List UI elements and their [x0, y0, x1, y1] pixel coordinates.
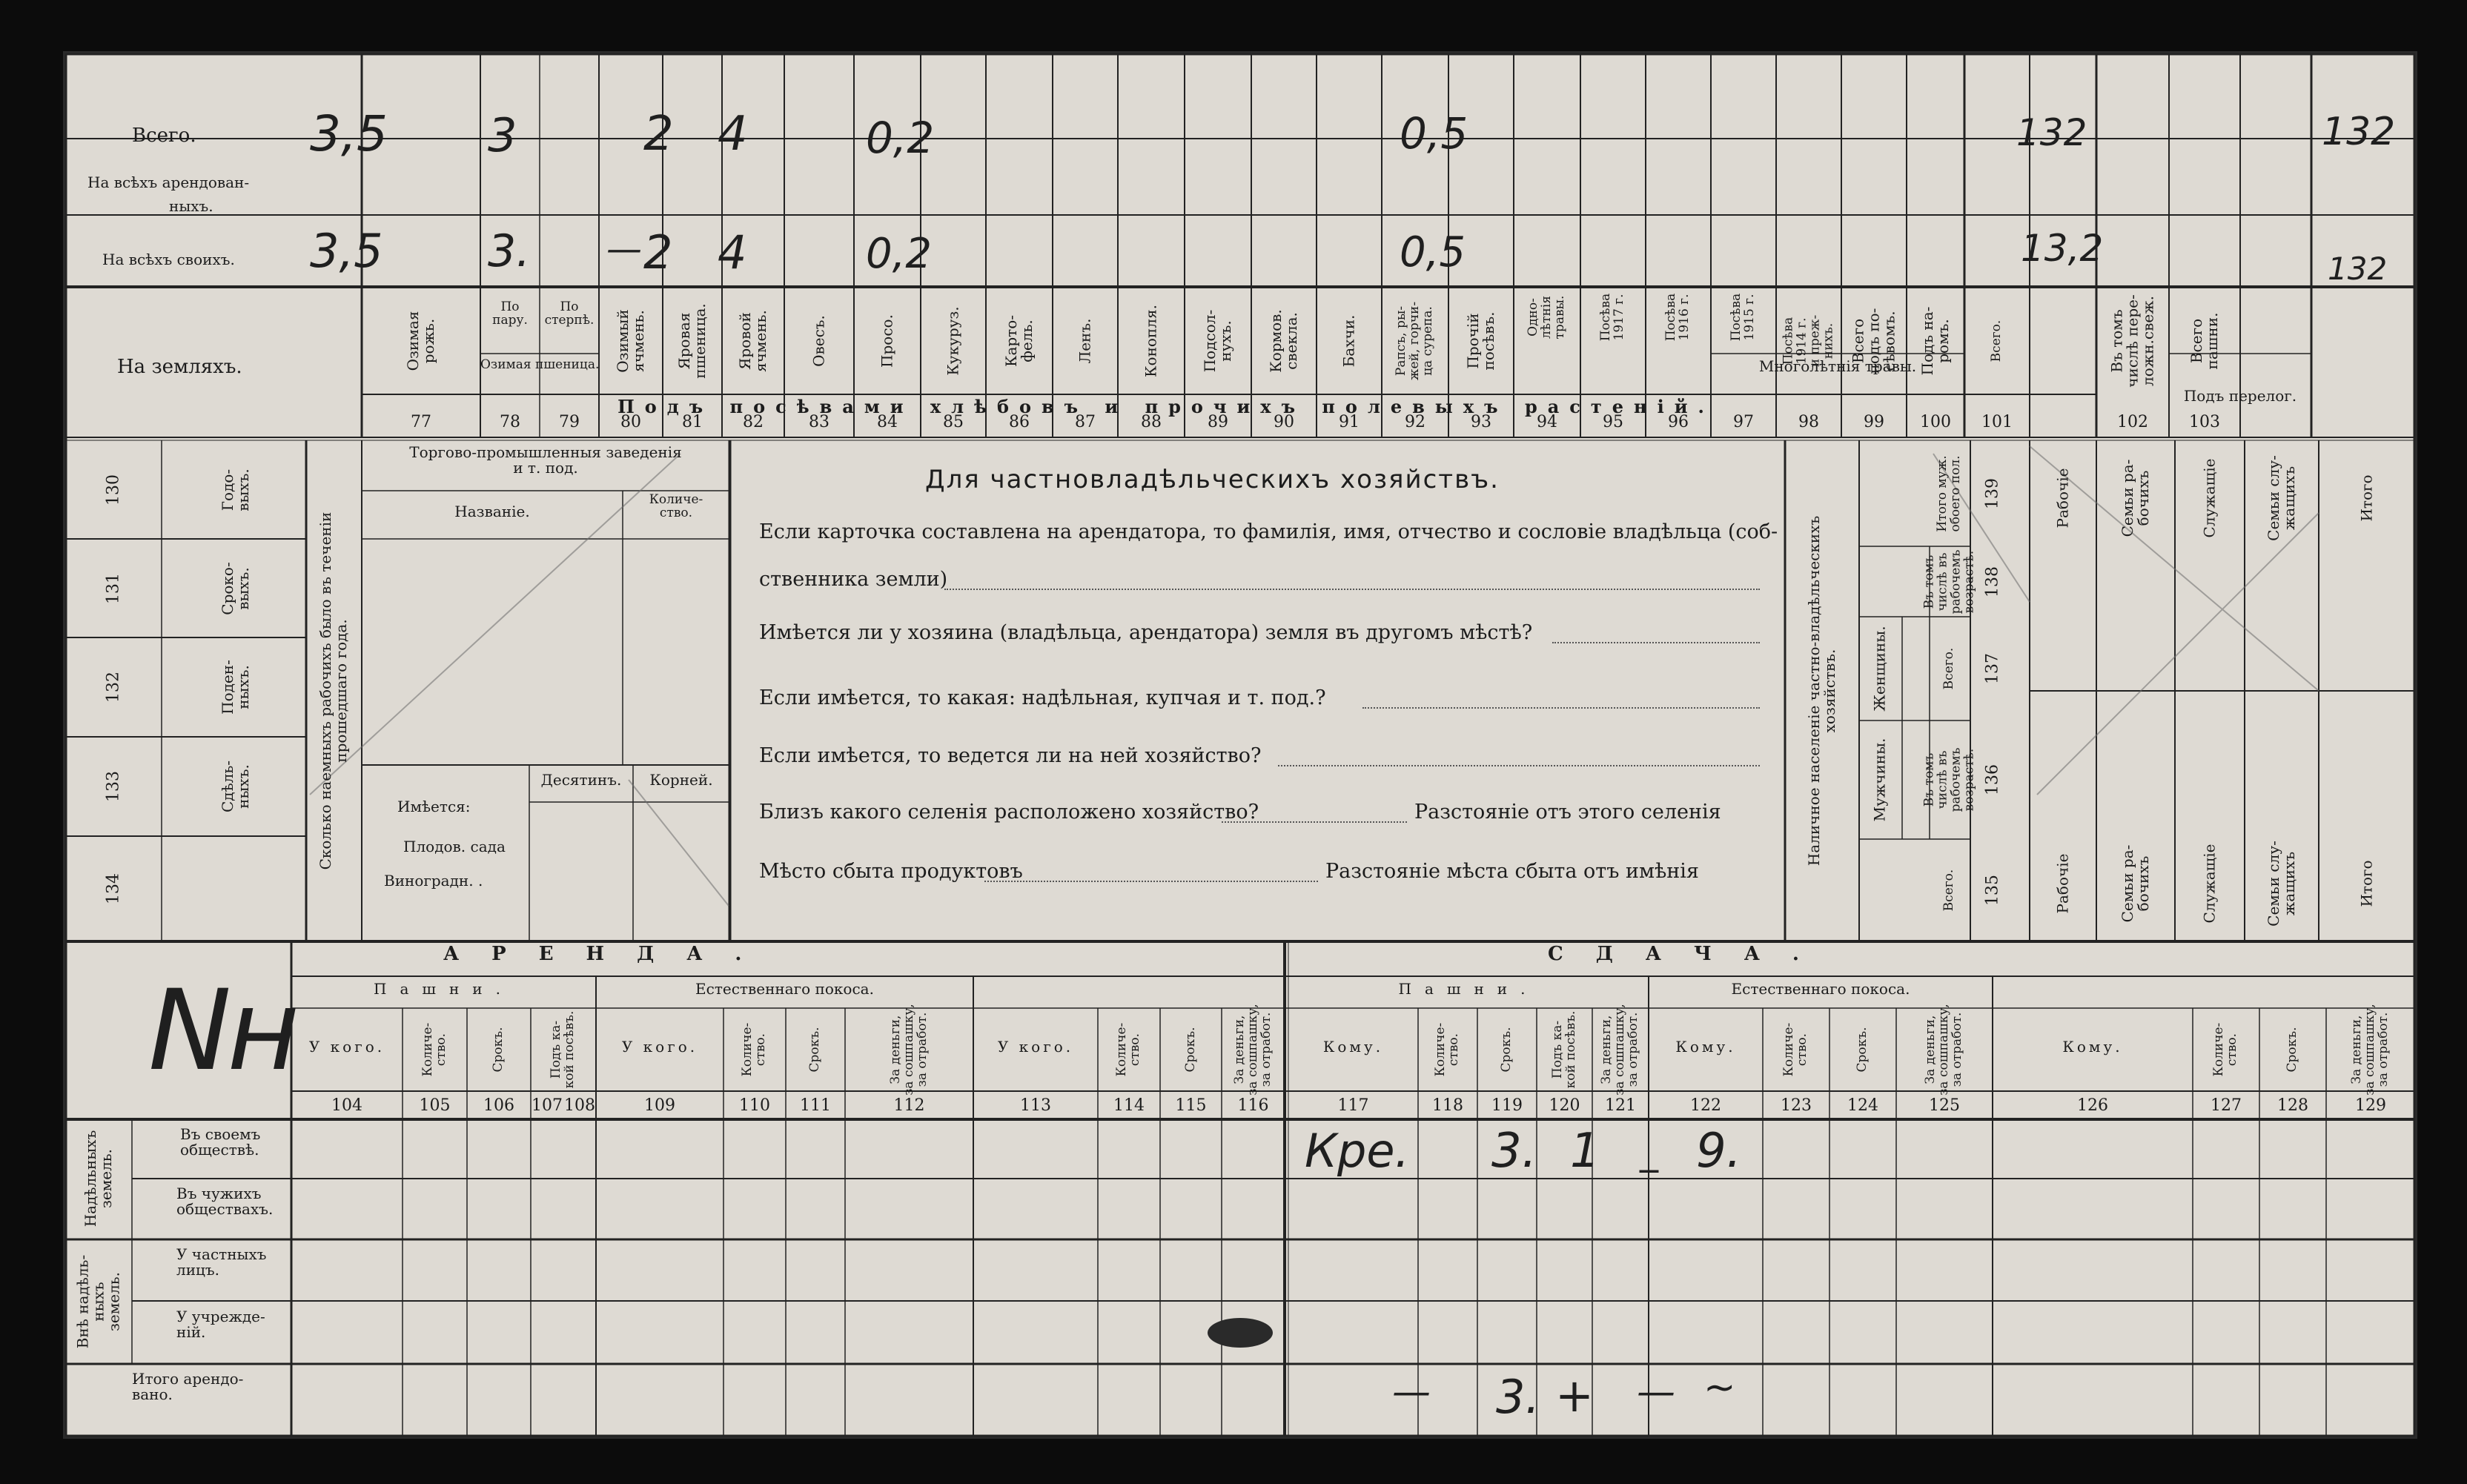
crop-header-91: Бахчи. — [1340, 314, 1358, 368]
crop-header-93: Прочiй посѣвъ. — [1464, 311, 1497, 371]
hw-svoih-pashni: 132 — [2328, 251, 2388, 287]
pop-label-135: Всего. — [1941, 869, 1957, 912]
crop-number-77: 77 — [411, 413, 431, 431]
pod-perelog-label: Подъ перелог. — [2183, 387, 2297, 405]
hw-vsego-yarov-yachmen: 4 — [718, 107, 748, 162]
pop-number-136: 136 — [1983, 764, 2002, 795]
crop-header-94: Одно- лѣтнiя травы. — [1526, 295, 1567, 339]
bottom-header-3: Подъ ка- кой посѣвъ. — [549, 1010, 577, 1089]
crop-header-88: Конопля. — [1142, 305, 1160, 377]
hw-vsego-yarovaya: 2 — [643, 107, 674, 162]
bottom-header-22: Кому. — [2062, 1038, 2123, 1056]
hired-number-133: 133 — [104, 771, 123, 802]
crop-number-91: 91 — [1339, 413, 1360, 431]
bottom-col-number-112: 112 — [893, 1096, 925, 1115]
bottom-header-1: Количе- ство. — [420, 1022, 448, 1077]
hw-vsego-pashni: 132 — [2322, 110, 2396, 154]
population-women: Женщины. — [1870, 626, 1889, 712]
bottom-col-number-105: 105 — [419, 1096, 451, 1115]
bottom-col-number-110: 110 — [739, 1096, 770, 1115]
crop-header-90: Кормов. свекла. — [1267, 309, 1300, 373]
crop-number-80: 80 — [620, 413, 641, 431]
ink-blot — [65, 53, 2415, 1437]
hw-total-komu: — — [1392, 1370, 1431, 1414]
bottom-header-9: У кого. — [997, 1038, 1074, 1056]
crop-number-90: 90 — [1274, 413, 1294, 431]
trade-title: Торгово-промышленныя заведенiя и т. под. — [409, 443, 682, 477]
crop-number-103: 103 — [2189, 413, 2220, 431]
hw-vsego-proso: 0,2 — [866, 113, 935, 163]
crop-header-83: Овесъ. — [809, 315, 828, 367]
pop-right-top-2: Служащiе — [2200, 458, 2219, 538]
crop-header-84: Просо. — [878, 314, 896, 368]
group-header-1: Естественнаго покоса. — [695, 980, 874, 998]
bottom-col-number-118: 118 — [1432, 1096, 1463, 1115]
crop-header-82: Яровой ячмень. — [736, 310, 769, 372]
group-header-3: Естественнаго покоса. — [1731, 980, 1910, 998]
pop-right-top-4: Итого — [2357, 474, 2376, 522]
crop-number-97: 97 — [1733, 413, 1754, 431]
bottom-header-2: Срокъ. — [491, 1027, 506, 1073]
hired-number-131: 131 — [104, 572, 123, 604]
crop-number-84: 84 — [877, 413, 898, 431]
bottom-header-20: Срокъ. — [1855, 1027, 1870, 1073]
question-6a: Мѣсто сбыта продуктовъ — [759, 860, 1023, 883]
crop-number-93: 93 — [1471, 413, 1491, 431]
bottom-col-number-119: 119 — [1491, 1096, 1523, 1115]
pop-label-137: Всего. — [1941, 647, 1957, 690]
row-label-na-zemlyah: На земляхъ. — [117, 356, 242, 378]
bottom-col-number-108: 108 — [564, 1096, 595, 1115]
bottom-col-number-121: 121 — [1605, 1096, 1636, 1115]
crop-number-94: 94 — [1537, 413, 1557, 431]
hired-label-133: Сдѣль- ныхъ. — [219, 760, 252, 813]
row-chastnyh-lits: У частныхъ лицъ. — [176, 1245, 267, 1279]
hw-svoih-yarovaya: 2 — [643, 225, 673, 279]
group-header-2: Пашни. — [1398, 980, 1539, 998]
crop-number-79: 79 — [559, 413, 580, 431]
crop-header-101: Всего. — [1989, 319, 2004, 362]
bottom-header-6: Количе- ство. — [740, 1022, 768, 1077]
pop-right-top-0: Рабочiе — [2053, 468, 2072, 529]
hw-svoih-proso: 0,2 — [866, 230, 933, 278]
hw-sdacha-posev: _ — [1640, 1130, 1658, 1173]
crop-header-103: Всего пашни. — [2188, 312, 2221, 370]
row-label-svoih: На всѣхъ своихъ. — [102, 251, 235, 268]
question-5b: Разстоянiе отъ этого селенiя — [1414, 801, 1721, 824]
private-farm-title: Для частновладѣльческихъ хозяйствъ. — [925, 465, 1500, 494]
crop-number-88: 88 — [1141, 413, 1162, 431]
bottom-col-number-122: 122 — [1690, 1096, 1721, 1115]
row-uchrezhdeniy: У учрежде- нiй. — [176, 1308, 265, 1341]
hired-number-132: 132 — [104, 672, 123, 703]
hw-svoih-yarov-yachmen: 4 — [718, 225, 747, 279]
hw-sdacha-komu: Кре. — [1305, 1124, 1410, 1178]
crop-number-87: 87 — [1075, 413, 1096, 431]
bottom-col-number-129: 129 — [2355, 1096, 2386, 1115]
bottom-header-25: За деньги, за сошпашку, за отработ. — [2349, 1004, 2391, 1096]
hw-total-posev: — — [1637, 1370, 1675, 1414]
crop-header-92: Рапсъ, ры- жей, горчи- ца сурепа. — [1394, 301, 1435, 381]
arenda-title: АРЕНДА. — [443, 943, 775, 965]
hw-svoih-ozim-yachmen: — — [606, 228, 642, 270]
pop-right-bottom-3: Семьи слу- жащихъ — [2265, 841, 2298, 927]
bottom-header-14: Количе- ство. — [1433, 1022, 1461, 1077]
crop-header-80: Озимый ячмень. — [614, 309, 647, 373]
hired-workers-label: Сколько наемныхъ рабочихъ было въ теченiи прошедшаго года. — [317, 511, 350, 870]
hw-sdacha-srok: 1 — [1570, 1124, 1600, 1179]
bottom-header-0: У кого. — [308, 1038, 385, 1056]
pod-posevami-banner: Подъ посѣвами хлѣбовъ и прочихъ полевыхъ растенiй. — [617, 396, 1715, 417]
bottom-col-number-109: 109 — [644, 1096, 675, 1115]
pop-label-136: Въ томъ числѣ въ рабочемъ возрастѣ. — [1921, 747, 1976, 812]
bottom-col-number-106: 106 — [483, 1096, 514, 1115]
crop-header-95: Посѣва 1917 г. — [1598, 293, 1626, 342]
crop-header-85: Кукуруз. — [944, 306, 962, 376]
crop-number-78: 78 — [500, 413, 520, 431]
bottom-col-number-111: 111 — [800, 1096, 831, 1115]
bottom-col-number-113: 113 — [1020, 1096, 1051, 1115]
hired-label-132: Поден- ныхъ. — [219, 660, 252, 715]
bottom-header-18: Кому. — [1675, 1038, 1736, 1056]
crop-number-81: 81 — [682, 413, 703, 431]
hw-total-kol: 3. — [1496, 1370, 1540, 1424]
population-label: Наличное населенiе частно-владѣльческихъ хозяйствъ. — [1805, 515, 1838, 867]
sdacha-title: СДАЧА. — [1548, 943, 1832, 965]
crop-header-78: По пару. — [492, 299, 528, 328]
hw-vsego-bahchi: 0,5 — [1400, 108, 1468, 159]
bottom-header-13: Кому. — [1322, 1038, 1384, 1056]
crop-header-99: Всего подъ по- сѣвомъ. — [1849, 308, 1898, 374]
crop-number-89: 89 — [1208, 413, 1228, 431]
crop-number-83: 83 — [809, 413, 829, 431]
crop-header-86: Карто- фель. — [1002, 314, 1036, 368]
nadel-group-label: Надѣльныхъ земель. — [82, 1130, 115, 1228]
hw-sdacha-za-den: 9. — [1696, 1124, 1742, 1179]
hired-label-130: Годо- выхъ. — [219, 468, 252, 511]
bottom-header-16: Подъ ка- кой посѣвъ. — [1549, 1010, 1578, 1089]
row-label-arend-1: На всѣхъ арендован- — [87, 173, 250, 191]
hw-total-za-den: ~ — [1703, 1365, 1736, 1410]
crop-header-96: Посѣва 1916 г. — [1663, 293, 1692, 342]
crop-number-82: 82 — [743, 413, 764, 431]
pop-label-138: Въ томъ числѣ въ рабочемъ возрастѣ. — [1921, 549, 1976, 614]
trade-orchard: Плодов. сада — [403, 838, 506, 855]
bottom-header-11: Срокъ. — [1182, 1027, 1198, 1073]
crop-number-96: 96 — [1668, 413, 1689, 431]
pop-number-139: 139 — [1983, 477, 2002, 509]
pop-number-135: 135 — [1983, 875, 2002, 906]
crop-number-86: 86 — [1009, 413, 1030, 431]
bottom-col-number-123: 123 — [1781, 1096, 1812, 1115]
population-men: Мужчины. — [1870, 738, 1889, 822]
crop-header-79: По стерпѣ. — [544, 299, 595, 328]
hw-vsego-po-stern: 3 — [488, 108, 517, 162]
pop-right-bottom-0: Рабочiе — [2053, 853, 2072, 914]
trade-has-label: Имѣется: — [397, 798, 471, 815]
row-svoem-obshestve: Въ своемъ обществѣ. — [180, 1125, 261, 1159]
vne-nadel-group-label: Внѣ надѣль- ныхъ земель. — [73, 1254, 123, 1349]
hw-svoih-ozimaya: 3,5 — [310, 224, 383, 278]
hw-total-srok: + — [1555, 1368, 1594, 1422]
bottom-col-number-120: 120 — [1549, 1096, 1580, 1115]
row-label-arend-2: ныхъ. — [169, 197, 213, 215]
crop-header-102: Въ томъ числѣ пере- ложн.свеж. — [2107, 294, 2157, 388]
question-6b: Разстоянiе мѣста сбыта отъ имѣнiя — [1325, 860, 1699, 883]
hw-svoih-bahchi: 0,5 — [1400, 228, 1466, 276]
crop-number-101: 101 — [1981, 413, 2013, 431]
bottom-col-number-126: 126 — [2077, 1096, 2108, 1115]
crop-header-89: Подсол- нухъ. — [1201, 309, 1234, 373]
hw-vsego-ozimaya: 3,5 — [310, 105, 388, 162]
crop-header-97: Посѣва 1915 г. — [1729, 293, 1757, 342]
crop-number-98: 98 — [1798, 413, 1819, 431]
bottom-header-10: Количе- ство. — [1114, 1022, 1142, 1077]
bottom-header-21: За деньги, за сошпашку, за отработ. — [1923, 1004, 1964, 1096]
bottom-col-number-117: 117 — [1337, 1096, 1369, 1115]
bottom-header-7: Срокъ. — [807, 1027, 823, 1073]
crop-header-81: Яровая пшеница. — [675, 303, 709, 379]
question-1b: ственника земли) — [759, 568, 948, 591]
pop-label-139: Итого муж. обоего пол. — [1935, 454, 1963, 532]
bottom-col-number-114: 114 — [1113, 1096, 1145, 1115]
crop-number-92: 92 — [1405, 413, 1425, 431]
crop-header-98: Посѣва 1914 г. и преж- нихъ. — [1781, 314, 1835, 368]
hw-svoih-total: 13,2 — [2021, 227, 2104, 270]
bottom-header-5: У кого. — [621, 1038, 698, 1056]
crop-header-100: Подъ на- ромъ. — [1918, 306, 1952, 376]
row-label-vsego: Всего. — [132, 125, 196, 147]
trade-qty-col: Количе- ство. — [649, 492, 703, 520]
crop-number-85: 85 — [943, 413, 964, 431]
bottom-header-23: Количе- ство. — [2211, 1022, 2239, 1077]
hw-sdacha-kol: 3. — [1491, 1124, 1537, 1179]
crop-number-95: 95 — [1603, 413, 1623, 431]
trade-name-col: Названiе. — [454, 503, 530, 520]
pop-number-137: 137 — [1983, 653, 2002, 684]
bottom-header-19: Количе- ство. — [1781, 1022, 1809, 1077]
crop-number-100: 100 — [1920, 413, 1951, 431]
census-card-sheet — [65, 53, 2415, 1437]
bottom-header-8: За деньги, за сошпашку, за отработ. — [887, 1004, 930, 1096]
trade-vineyard: Виноградн. . — [384, 872, 483, 890]
hired-number-134: 134 — [104, 873, 123, 904]
hired-number-130: 130 — [104, 474, 123, 506]
group-header-0: Пашни. — [374, 980, 514, 998]
bottom-col-number-128: 128 — [2277, 1096, 2308, 1115]
bottom-header-15: Срокъ. — [1499, 1027, 1514, 1073]
pop-right-bottom-2: Служащiе — [2200, 844, 2219, 924]
bottom-col-number-127: 127 — [2211, 1096, 2242, 1115]
trade-korney-col: Корней. — [649, 771, 713, 789]
bottom-col-number-125: 125 — [1929, 1096, 1960, 1115]
hired-label-131: Сроко- выхъ. — [219, 561, 252, 615]
crop-number-99: 99 — [1864, 413, 1884, 431]
pop-number-138: 138 — [1983, 566, 2002, 597]
crop-number-102: 102 — [2117, 413, 2148, 431]
question-2: Имѣется ли у хозяина (владѣльца, арендатора) земля въ другомъ мѣстѣ? — [759, 621, 1533, 644]
hw-vsego-total: 132 — [2016, 111, 2087, 154]
pop-right-top-3: Семьи слу- жащихъ — [2265, 455, 2298, 541]
pop-right-bottom-1: Семьи ра- бочихъ — [2119, 844, 2152, 923]
hw-svoih-po-stern: 3. — [488, 225, 531, 277]
bottom-header-24: Срокъ. — [2285, 1027, 2300, 1073]
crop-header-77: Озимая рожь. — [404, 311, 437, 371]
row-itogo-arendovano: Итого арендо- вано. — [132, 1370, 244, 1403]
ozimaya-pshenica-label: Озимая пшеница. — [480, 357, 600, 372]
trade-desyatin-col: Десятинъ. — [540, 771, 622, 789]
crop-header-87: Ленъ. — [1076, 318, 1094, 364]
mnogoletnie-label: Многолѣтнiя травы. — [1758, 357, 1917, 375]
question-1a: Если карточка составлена на арендатора, то фамилiя, имя, отчество и сословiе владѣльца (соб- — [759, 520, 1778, 543]
pop-right-top-1: Семьи ра- бочихъ — [2119, 459, 2152, 537]
bottom-header-12: За деньги, за сошпашку, за отработ. — [1231, 1004, 1274, 1096]
bottom-col-number-104: 104 — [331, 1096, 362, 1115]
question-5a: Близъ какого селенiя расположено хозяйство? — [759, 801, 1259, 824]
row-chuzhih-obshestvah: Въ чужихъ обществахъ. — [176, 1185, 274, 1218]
hw-nh-mark: Nн — [148, 967, 296, 1096]
bottom-col-number-116: 116 — [1237, 1096, 1269, 1115]
question-3: Если имѣется, то какая: надѣльная, купчая и т. под.? — [759, 686, 1326, 709]
bottom-col-number-124: 124 — [1847, 1096, 1878, 1115]
question-4: Если имѣется, то ведется ли на ней хозяйство? — [759, 744, 1262, 767]
bottom-header-17: За деньги, за сошпашку, за отработ. — [1599, 1004, 1640, 1096]
pop-right-bottom-4: Итого — [2357, 860, 2376, 907]
bottom-col-number-107: 107 — [532, 1096, 563, 1115]
bottom-col-number-115: 115 — [1175, 1096, 1207, 1115]
